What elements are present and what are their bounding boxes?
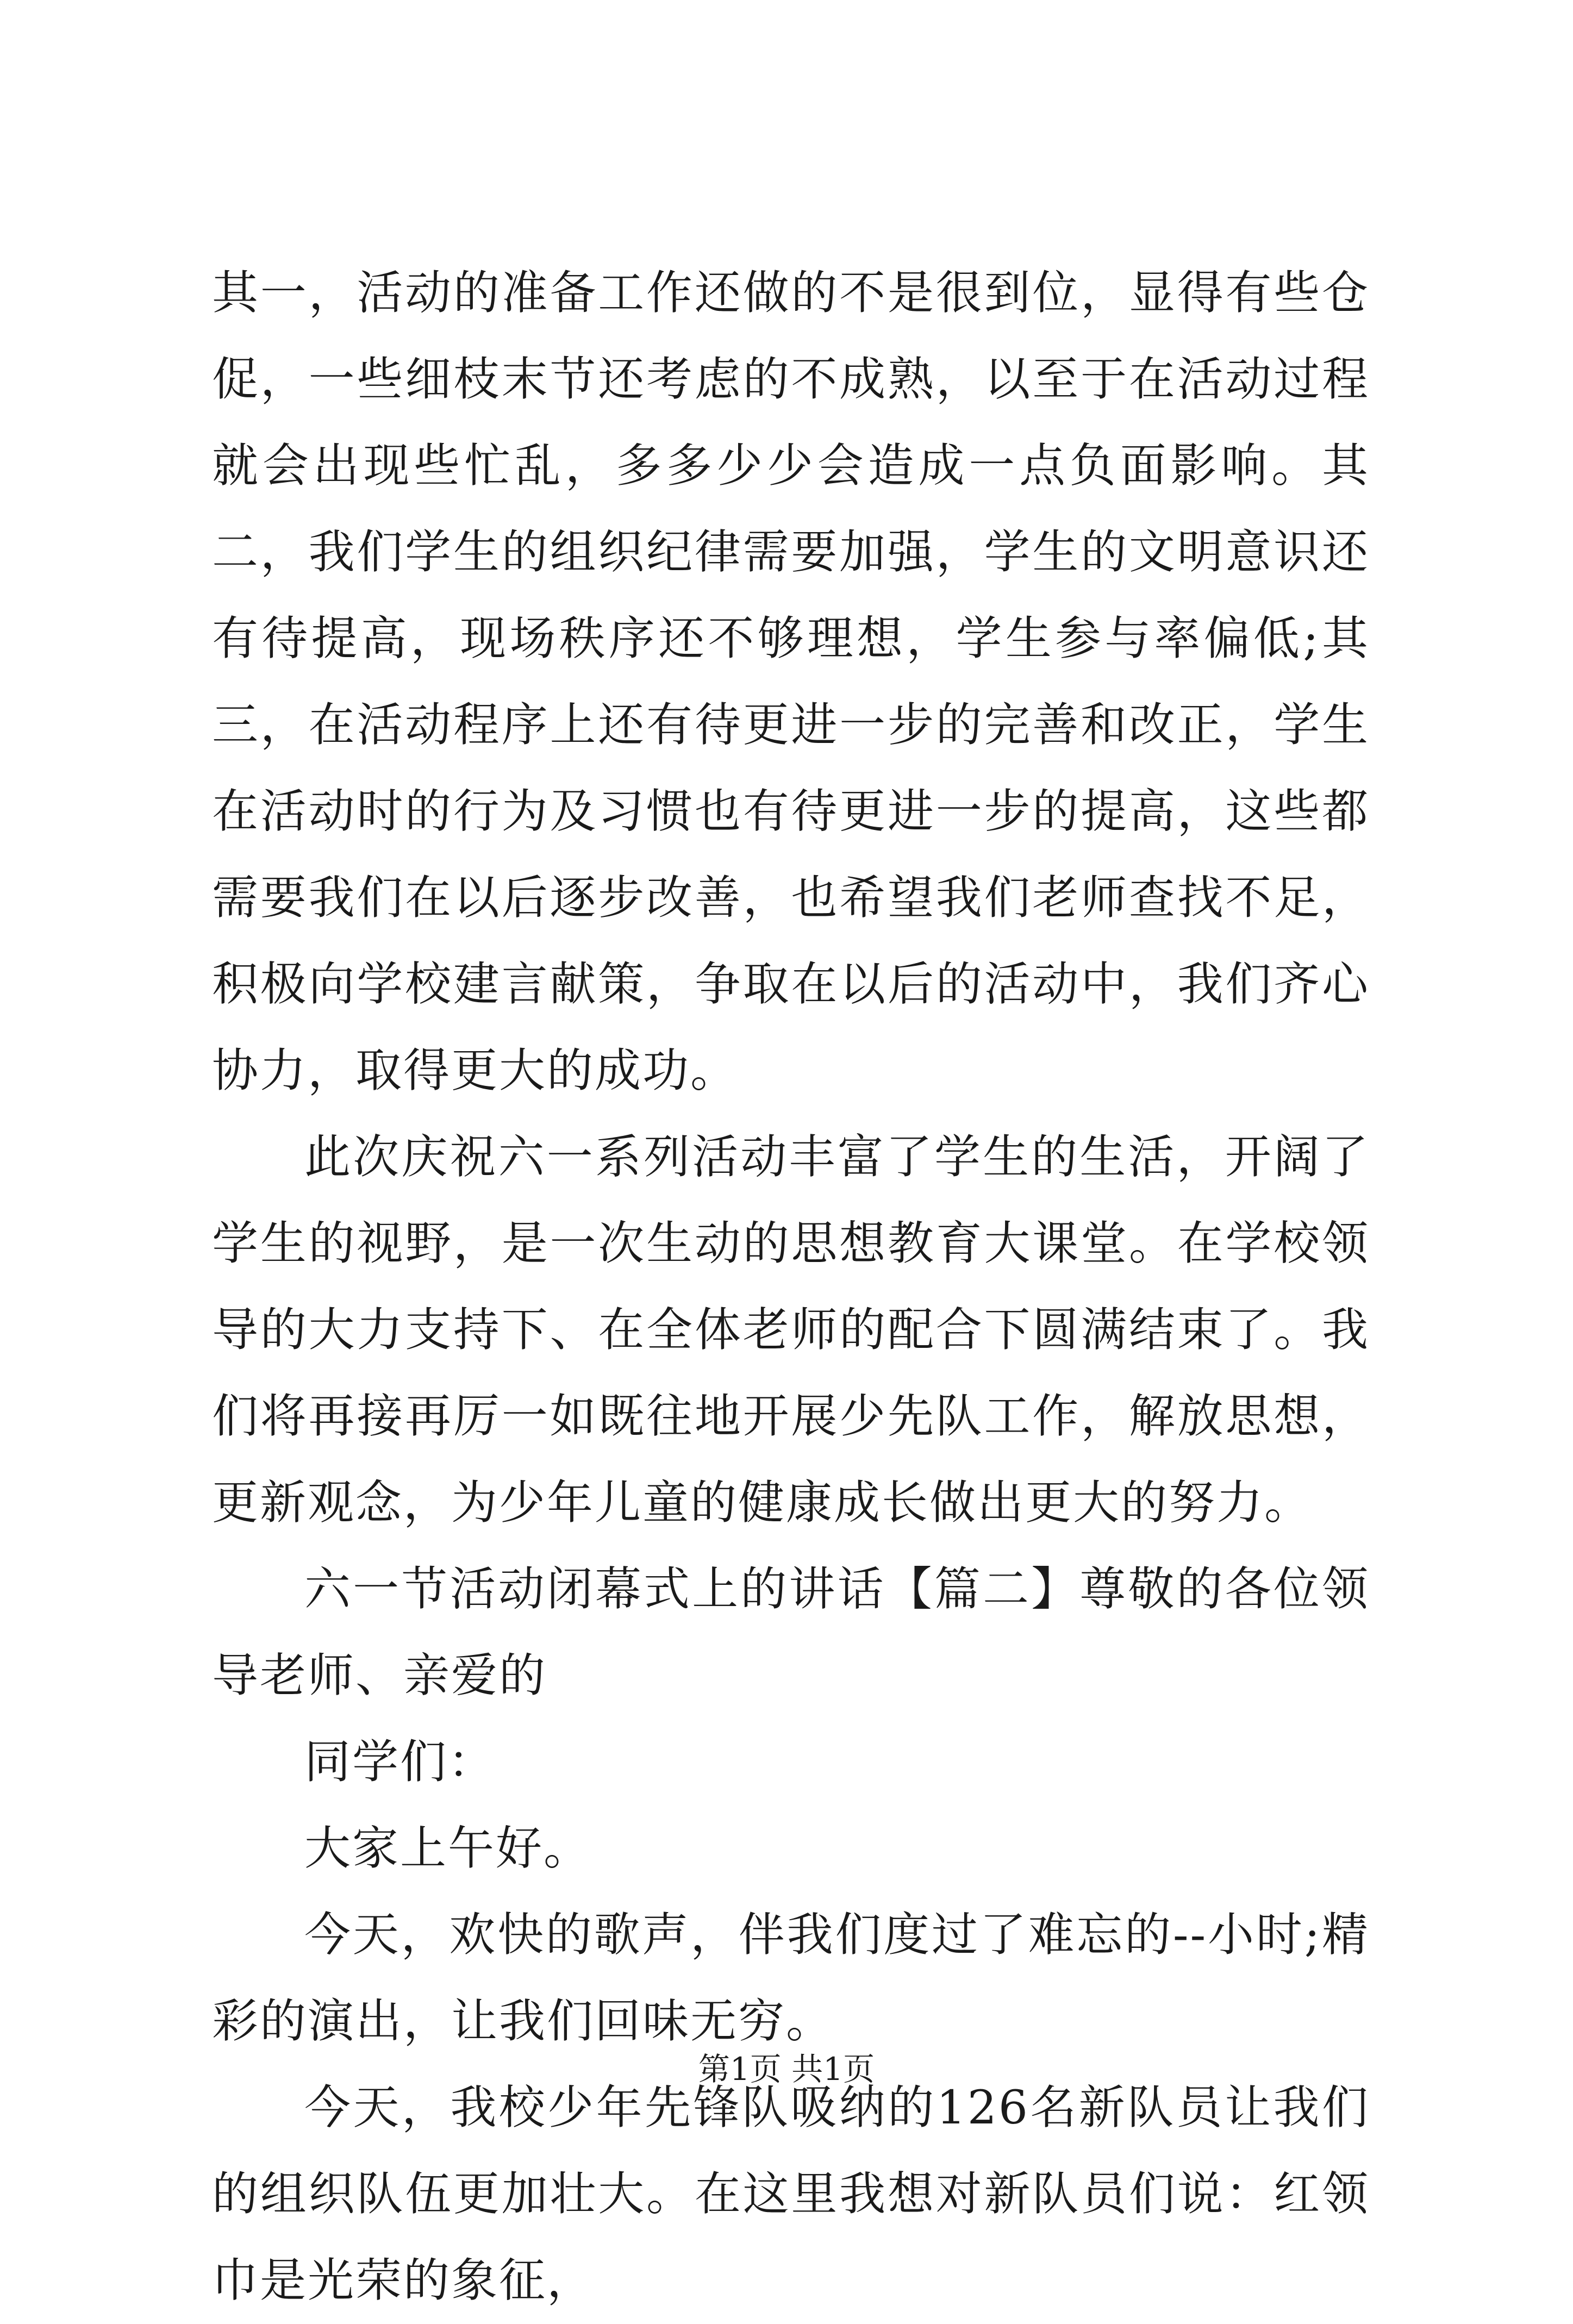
page-footer: 第1页 共1页 (698, 2051, 875, 2088)
paragraph-1: 其一，活动的准备工作还做的不是很到位，显得有些仓促，一些细枝末节还考虑的不成熟，以至于在活动过程就会出现些忙乱，多多少少会造成一点负面影响。其二，我们学生的组织纪律需要加强，学生的文明意识还有待提高，现场秩序还不够理想，学生参与率偏低;其三，在活动程序上还有待更进一步的完善和改正，学生在活动时的行为及习惯也有待更进一步的提高，这些都需要我们在以后逐步改善，也希望我们老师查找不足，积极向学校建言献策，争取在以后的活动中，我们齐心协力，取得更大的成功。 (212, 266, 1370, 1098)
paragraph-6: 今天，欢快的歌声，伴我们度过了难忘的--小时;精彩的演出，让我们回味无穷。 (212, 1908, 1370, 2048)
paragraph-7: 今天，我校少年先锋队吸纳的126名新队员让我们的组织队伍更加壮大。在这里我想对新队员们说：红领巾是光荣的象征， (212, 2081, 1370, 2308)
paragraph-5-greeting: 大家上午好。 (304, 1822, 592, 1876)
paragraph-2: 此次庆祝六一系列活动丰富了学生的生活，开阔了学生的视野，是一次生动的思想教育大课堂。在学校领导的大力支持下、在全体老师的配合下圆满结束了。我们将再接再厉一如既往地开展少先队工作，解放思想，更新观念，为少年儿童的健康成长做出更大的努力。 (212, 1130, 1370, 1530)
paragraph-3-speech-title: 六一节活动闭幕式上的讲话【篇二】尊敬的各位领导老师、亲爱的 (212, 1563, 1370, 1703)
paragraph-4-salutation: 同学们： (304, 1735, 496, 1789)
document-body (212, 250, 1370, 2324)
